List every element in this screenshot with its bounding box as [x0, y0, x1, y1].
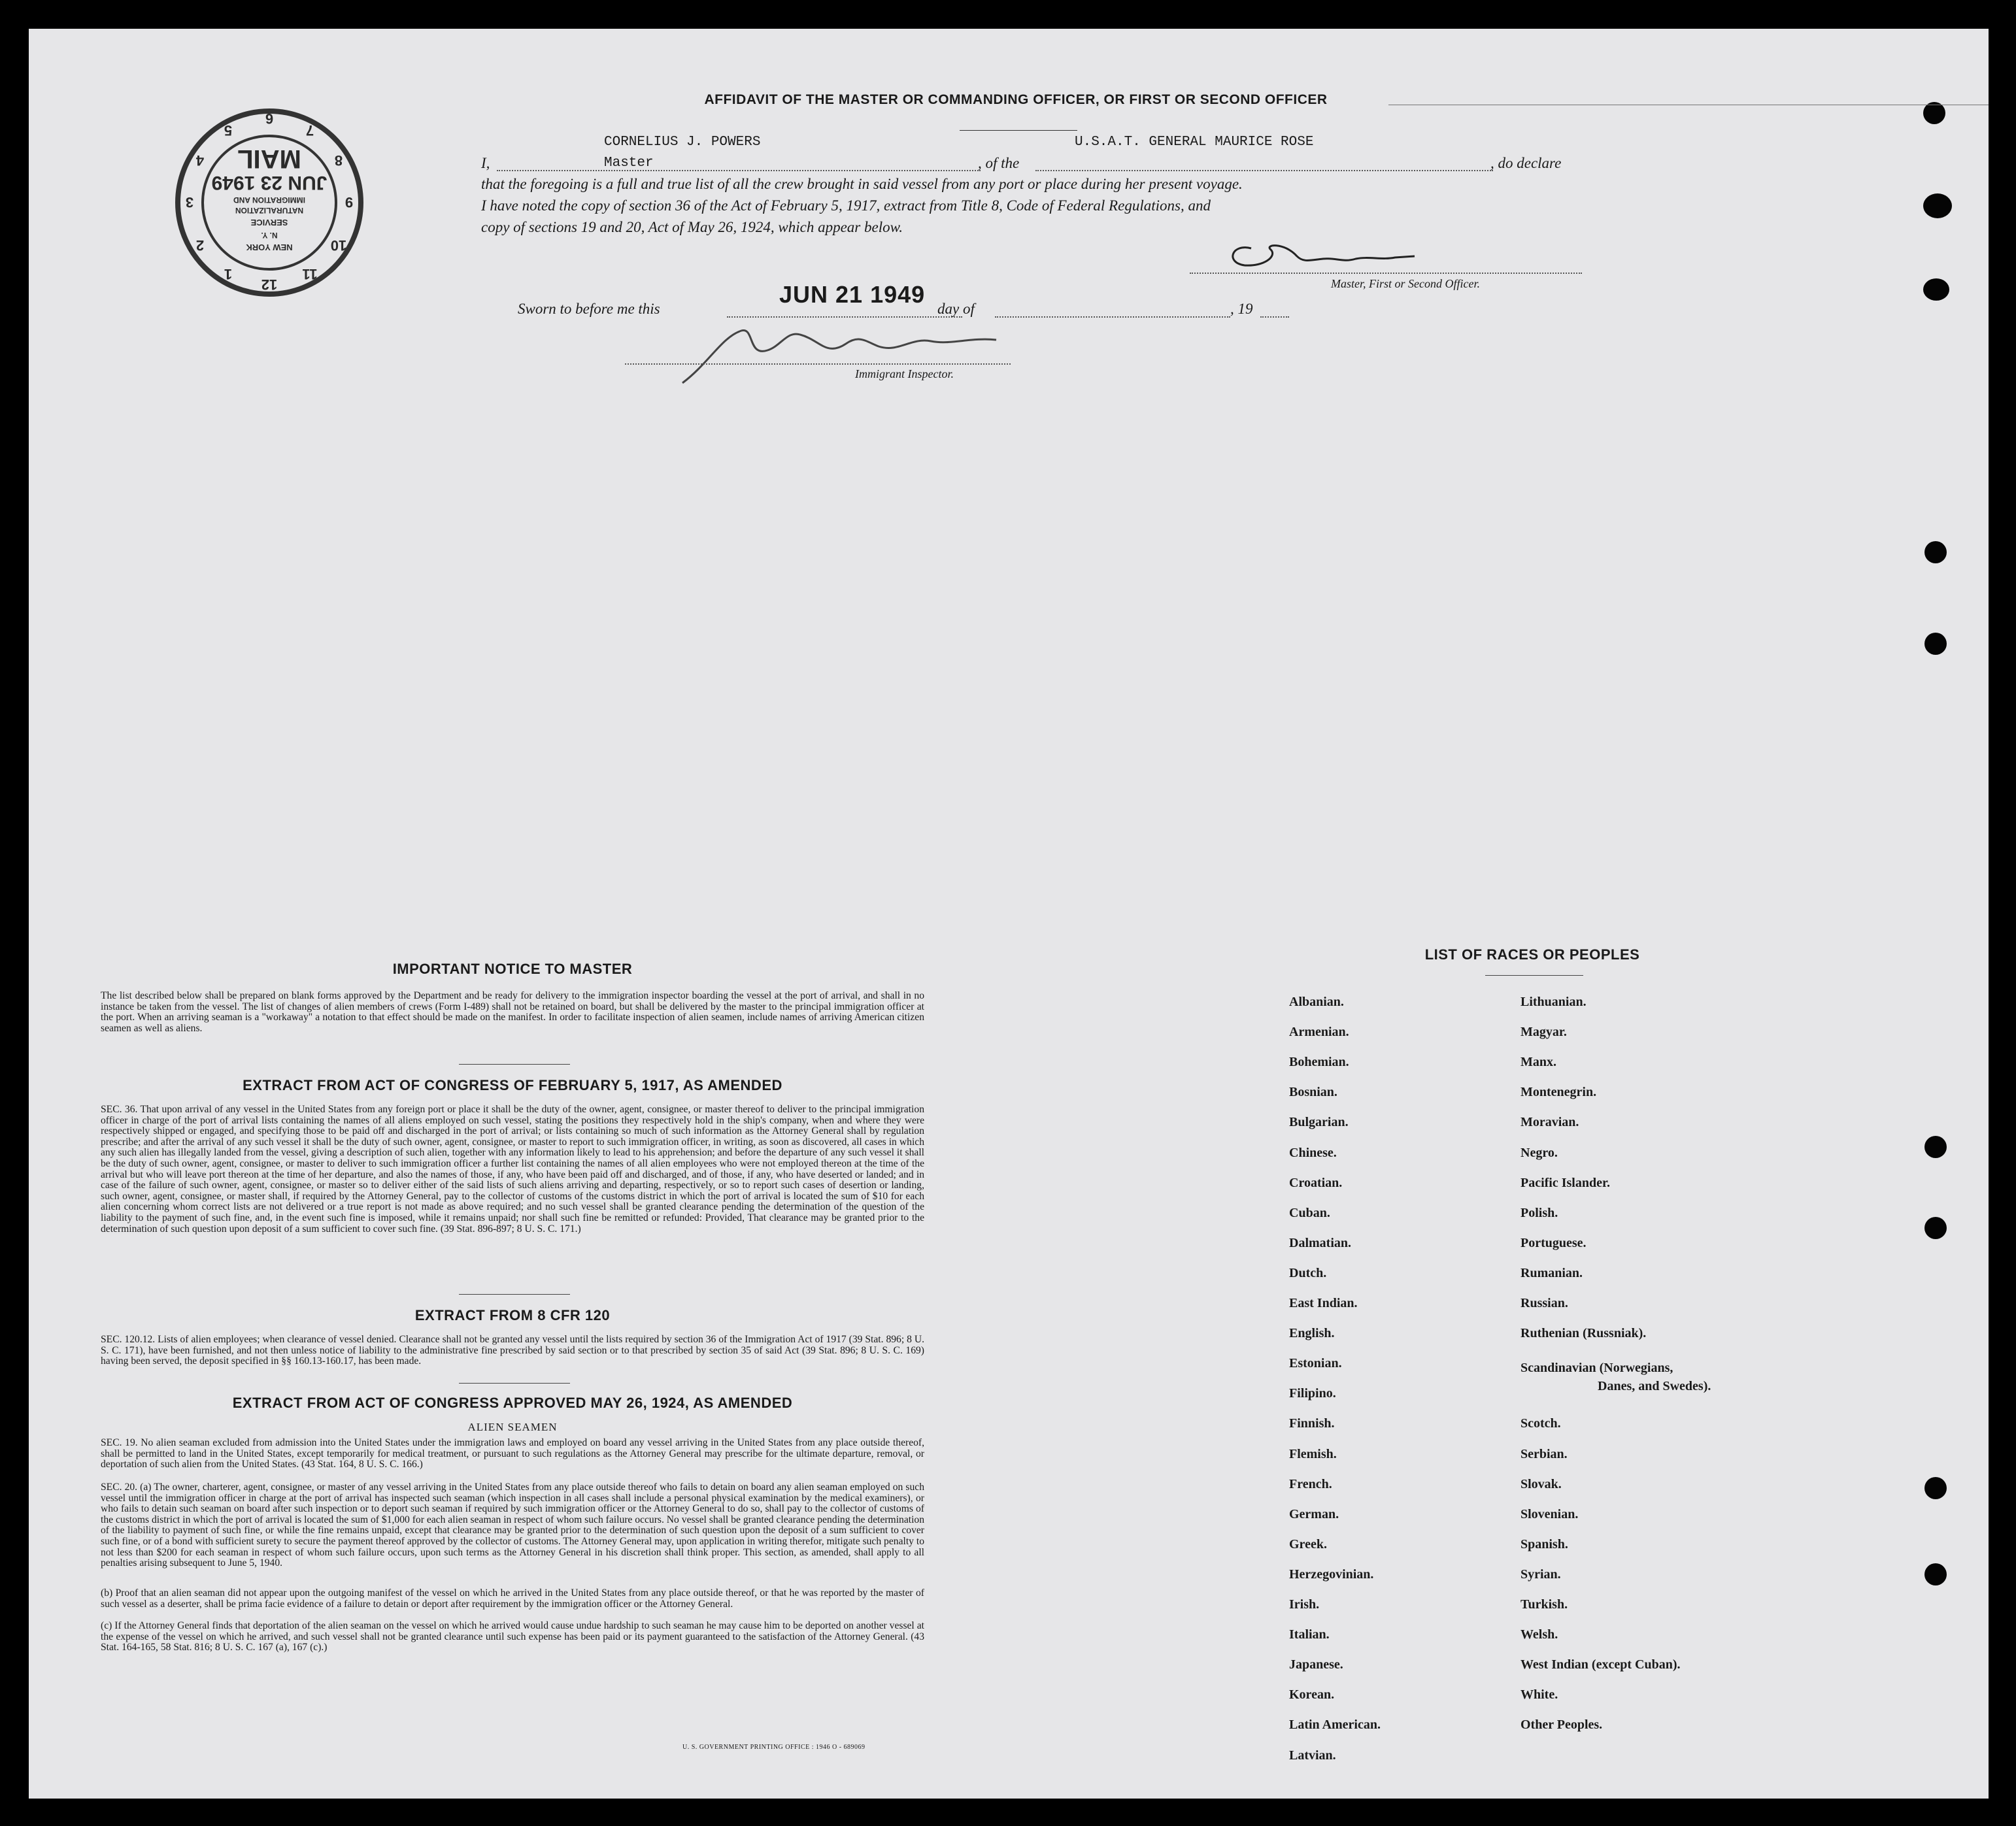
race-item: Irish. [1289, 1597, 1320, 1612]
race-item: Korean. [1289, 1687, 1335, 1702]
race-item: Scotch. [1520, 1416, 1561, 1431]
punch-hole [1924, 1217, 1947, 1239]
punch-hole [1923, 193, 1952, 218]
race-item: Portuguese. [1520, 1235, 1587, 1250]
race-item: Albanian. [1289, 995, 1344, 1009]
extract-1917-title: EXTRACT FROM ACT OF CONGRESS OF FEBRUARY 5, 1917, AS AMENDED [243, 1077, 782, 1093]
master-signature-line [1190, 273, 1582, 274]
race-item: Spanish. [1520, 1536, 1568, 1552]
month-line [995, 316, 1230, 318]
extract-1924-sec20a: SEC. 20. (a) The owner, charterer, agent, consignee, or master of any vessel arriving in the United States from any place outside thereof who fails to detain on board any alien seaman employed on such vessel until the immigration officer in charge at the port of arrival has inspected such seaman (which inspection in all cases shall include a personal physical examination by the medical examiners), or who fails to detain such seaman on board after such inspection or to deport such seaman if required by such immigration officer or the Attorney General to do so, shall pay to the collector of customs of the customs district in which the port of arrival is located the sum of $1,000 for each alien seaman in respect of whom such failure occurs. No vessel shall be granted clearance pending the determination of the liability to payment of such fine, or while the fine remains unpaid, except that clearance may be granted prior to the determination of such question upon the deposit of a sum sufficient to cover such fine, or of a bond with sufficient surety to secure the payment thereof approved by the collector of customs. The Attorney General may, upon application in writing therefor, mitigate such penalty to not less than $200 for each seaman in respect of whom such failure occurs, upon such terms as the Attorney General in his discretion shall think proper. This section, as amended, shall apply to all penalties arising subsequent to June 5, 1940. [101, 1482, 924, 1569]
title-underline [960, 130, 1077, 131]
extract-1924-title: EXTRACT FROM ACT OF CONGRESS APPROVED MAY 26, 1924, AS AMENDED [232, 1395, 793, 1411]
race-item: Flemish. [1289, 1446, 1337, 1461]
race-item: Moravian. [1520, 1115, 1579, 1130]
day-of-label: day of [937, 301, 975, 317]
master-signature [1225, 237, 1421, 282]
race-item: Syrian. [1520, 1567, 1561, 1582]
svg-text:NEW YORK: NEW YORK [246, 242, 293, 252]
punch-hole [1924, 1136, 1947, 1158]
immigration-mail-stamp [171, 105, 367, 301]
name-line [497, 170, 981, 171]
svg-text:N. Y.: N. Y. [261, 231, 278, 240]
race-item: Latvian. [1289, 1748, 1336, 1763]
race-item: Herzegovinian. [1289, 1567, 1374, 1582]
race-item: Bulgarian. [1289, 1115, 1349, 1130]
race-item: Magyar. [1520, 1025, 1567, 1040]
master-caption: Master, First or Second Officer. [1331, 277, 1480, 290]
race-item: Chinese. [1289, 1145, 1337, 1160]
svg-text:5: 5 [224, 122, 233, 139]
race-item: Other Peoples. [1520, 1718, 1603, 1733]
affidavit-body-line3: copy of sections 19 and 20, Act of May 26, 1924, which appear below. [481, 219, 903, 235]
races-title: LIST OF RACES OR PEOPLES [1424, 946, 1640, 963]
race-item: Filipino. [1289, 1386, 1336, 1401]
race-item: Negro. [1520, 1145, 1558, 1160]
race-item: Cuban. [1289, 1205, 1330, 1220]
race-item: Japanese. [1289, 1657, 1343, 1672]
extract-1924-subtitle: ALIEN SEAMEN [467, 1421, 558, 1433]
svg-text:JUN 23 1949: JUN 23 1949 [211, 172, 328, 193]
printer-imprint: U. S. GOVERNMENT PRINTING OFFICE : 1946 O - 689069 [682, 1744, 865, 1751]
svg-text:9: 9 [344, 194, 354, 210]
race-item: West Indian (except Cuban). [1520, 1657, 1681, 1672]
race-item: Armenian. [1289, 1025, 1349, 1040]
punch-hole [1924, 1477, 1947, 1499]
svg-text:SERVICE: SERVICE [250, 218, 288, 227]
races-underline [1485, 975, 1583, 976]
race-item: Lithuanian. [1520, 995, 1587, 1009]
svg-text:2: 2 [195, 237, 205, 254]
affidavit-body-line2: I have noted the copy of section 36 of the Act of February 5, 1917, extract from Title 8, Code of Federal Regulations, and [481, 197, 1211, 214]
race-item: Dutch. [1289, 1265, 1327, 1280]
svg-text:7: 7 [305, 122, 314, 139]
year-line [1260, 316, 1289, 318]
race-item: Greek. [1289, 1536, 1327, 1552]
race-item: Rumanian. [1520, 1265, 1583, 1280]
race-item: German. [1289, 1506, 1339, 1521]
svg-text:8: 8 [334, 152, 343, 169]
race-item: Ruthenian (Russniak). [1520, 1326, 1647, 1341]
race-item: Italian. [1289, 1627, 1330, 1642]
sworn-label: Sworn to before me this [518, 301, 660, 317]
race-item: French. [1289, 1476, 1332, 1491]
punch-hole [1923, 278, 1949, 301]
race-item: Turkish. [1520, 1597, 1568, 1612]
svg-text:6: 6 [265, 110, 274, 127]
vessel-line [1035, 170, 1493, 171]
svg-text:1: 1 [224, 266, 233, 282]
race-item: Scandinavian (Norwegians, [1520, 1361, 1673, 1376]
punch-hole [1924, 633, 1947, 655]
punch-hole [1923, 102, 1945, 124]
race-item: Serbian. [1520, 1446, 1568, 1461]
of-the-label: , of the [978, 155, 1020, 171]
divider [459, 1383, 570, 1384]
year-prefix: , 19 [1230, 301, 1253, 317]
affidavit-title: AFFIDAVIT OF THE MASTER OR COMMANDING OFFICER, OR FIRST OR SECOND OFFICER [704, 92, 1328, 107]
notice-text: The list described below shall be prepared on blank forms approved by the Department and be ready for delivery to the immigration inspector boarding the vessel at the port of arrival, and shall in no instance be taken from the vessel. The list of changes of alien members of crews (Form I-489) shall not be retained on board, but shall be delivered by the master to the principal immigration officer at the port. When an arriving seaman is a "workaway" a notation to that effect should be made on the manifest. In order to facilitate inspection of alien seamen, include names of arriving American citizen seamen as well as aliens. [101, 990, 924, 1034]
divider [459, 1064, 570, 1065]
race-item: Bosnian. [1289, 1085, 1337, 1100]
race-item: East Indian. [1289, 1296, 1358, 1310]
extract-cfr-title: EXTRACT FROM 8 CFR 120 [414, 1307, 611, 1323]
extract-1924-sec19: SEC. 19. No alien seaman excluded from admission into the United States under the immigration laws and employed on board any vessel arriving in the United States from any place outside thereof, shall be permitted to land in the United States, except temporarily for medical treatment, or pursuant to such regulations as the Attorney General may prescribe for the ultimate departure, removal, or deportation of such alien from the United States. (43 Stat. 164, 8 U. S. C. 166.) [101, 1437, 924, 1470]
race-item: Finnish. [1289, 1416, 1335, 1431]
race-item: Russian. [1520, 1296, 1568, 1310]
inspector-caption: Immigrant Inspector. [855, 367, 954, 380]
race-item: Bohemian. [1289, 1055, 1349, 1070]
vessel-name-typed: U.S.A.T. GENERAL MAURICE ROSE [1075, 135, 1314, 150]
svg-text:4: 4 [195, 152, 205, 169]
svg-text:11: 11 [302, 266, 318, 282]
race-item: Polish. [1520, 1205, 1558, 1220]
race-item: Latin American. [1289, 1718, 1381, 1733]
divider [459, 1294, 570, 1295]
race-item: White. [1520, 1687, 1558, 1702]
svg-text:3: 3 [185, 194, 194, 210]
punch-hole [1924, 1563, 1947, 1585]
race-item: Slovak. [1520, 1476, 1562, 1491]
svg-text:MAIL: MAIL [237, 144, 301, 173]
race-item: Welsh. [1520, 1627, 1558, 1642]
race-item: Montenegrin. [1520, 1085, 1597, 1100]
affidavit-body-line1: that the foregoing is a full and true list of all the crew brought in said vessel from any port or place during her present voyage. [481, 176, 1243, 192]
extract-1924-sec20c: (c) If the Attorney General finds that deportation of the alien seaman on the vessel on which he arrived would cause undue hardship to such seaman he may cause him to be deported on another vessel at the expense of the vessel on which he arrived, and such vessel shall not be granted clearance until such expense has been paid or its payment guaranteed to the satisfaction of the Attorney General. (43 Stat. 164-165, 58 Stat. 816; 8 U. S. C. 167 (a), 167 (c).) [101, 1620, 924, 1653]
extract-1917-text: SEC. 36. That upon arrival of any vessel in the United States from any foreign port or place it shall be the duty of the owner, agent, consignee, or master thereof to deliver to the principal immigration officer in charge of the port of arrival lists containing the names of all aliens employed on such vessel, stating the positions they respectively hold in the ship's company, when and where they were respectively shipped or engaged, and specifying those to be paid off and discharged in the port of arrival; or lists containing so much of such information as the Attorney General shall by regulation prescribe; and after the arrival of any such vessel it shall be the duty of such owner, agent, consignee, or master to report to such immigration officer, in writing, as soon as discovered, all cases in which any such alien has illegally landed from the vessel, giving a description of such alien, together with any information likely to lead to his apprehension; and before the departure of any such vessel it shall be the duty of such owner, agent, consignee, or master to deliver to such immigration officer a further list containing the names of all alien employees who were not employed thereon at the time of the arrival but who will leave port thereon at the time of her departure, and also the names of those, if any, who have been paid off and discharged, and of those, if any, who have deserted or landed; and in case of the failure of such owner, agent, consignee, or master so to deliver either of the said lists of such aliens arriving and departing, respectively, or so to report such cases of desertion or landing, such owner, agent, consignee, or master shall, if required by the Attorney General, pay to the collector of customs of the customs district in which the port of arrival is located the sum of $10 for each alien concerning whom correct lists are not delivered or a true report is not made as above required; and no such vessel shall be granted clearance pending the determination of the question of the liability to the payment of such fine, and, in the event such fine is imposed, while it remains unpaid; nor shall such fine be remitted or refunded: Provided, That clearance may be granted prior to the determination of such question upon deposit of a sum sufficient to cover such fine. (39 Stat. 896-897; 8 U. S. C. 171.) [101, 1104, 924, 1235]
inspector-signature [669, 318, 1009, 390]
i-label: I, [481, 155, 490, 171]
extract-1924-sec20b: (b) Proof that an alien seaman did not appear upon the outgoing manifest of the vessel on which he arrived in the United States from any place outside thereof, or that he was reported by the master of such vessel as a deserter, shall be prima facie evidence of a failure to detain or deport after requirement by the immigration officer or the Attorney General. [101, 1587, 924, 1610]
svg-text:IMMIGRATION AND: IMMIGRATION AND [233, 195, 305, 205]
race-item: Croatian. [1289, 1175, 1343, 1190]
race-item: Dalmatian. [1289, 1235, 1351, 1250]
notice-title: IMPORTANT NOTICE TO MASTER [392, 961, 633, 977]
race-item: English. [1289, 1326, 1335, 1341]
master-name-typed: CORNELIUS J. POWERS [604, 135, 761, 150]
extract-cfr-text: SEC. 120.12. Lists of alien employees; when clearance of vessel denied. Clearance shall not be granted any vessel until the lists required by section 36 of the Immigration Act of 1917 (39 Stat. 896; 8 U. S. C. 171), have been furnished, and not then unless notice of liability to the administrative fine prescribed by said section or to that prescribed by section 35 of said Act (39 Stat. 896; 8 U. S. C. 169) having been served, the deposit specified in §§ 160.13-160.17, has been made. [101, 1334, 924, 1367]
race-item: Manx. [1520, 1055, 1556, 1070]
master-title-typed: Master [604, 156, 654, 171]
svg-text:NATURALIZATION: NATURALIZATION [235, 206, 304, 215]
race-item: Estonian. [1289, 1356, 1342, 1371]
inspector-signature-line [625, 363, 1011, 365]
race-item: Pacific Islander. [1520, 1175, 1611, 1190]
do-declare-label: , do declare [1490, 155, 1562, 171]
race-item: Slovenian. [1520, 1506, 1579, 1521]
svg-text:12: 12 [261, 276, 278, 293]
document-page [29, 29, 1989, 1799]
svg-text:10: 10 [330, 237, 347, 254]
race-item: Danes, and Swedes). [1598, 1378, 1711, 1393]
punch-hole [1924, 541, 1947, 563]
sworn-date-stamp: JUN 21 1949 [779, 281, 926, 308]
